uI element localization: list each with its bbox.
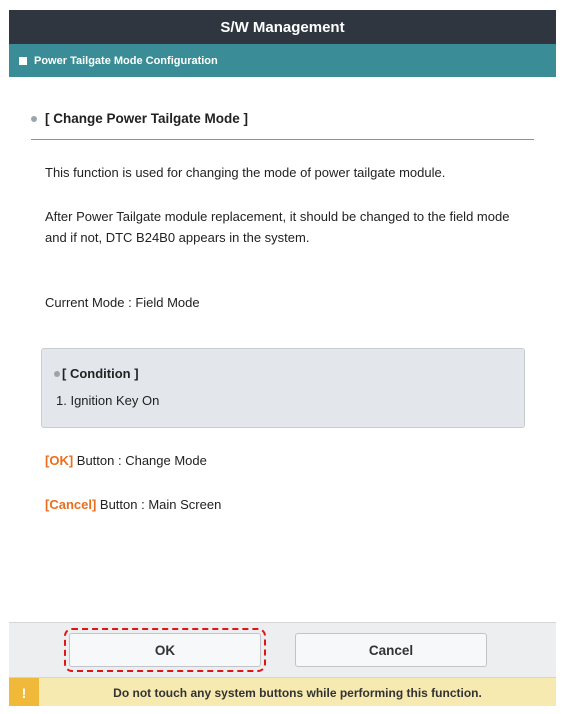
description-line-1: This function is used for changing the mode of power tailgate module. (45, 165, 446, 180)
section-heading (31, 111, 248, 126)
warning-text: Do not touch any system buttons while performing this function. (113, 685, 482, 700)
ok-button[interactable]: OK (69, 633, 261, 667)
app-window (9, 10, 556, 706)
condition-item: 1. Ignition Key On (56, 393, 160, 408)
button-bar (9, 622, 556, 678)
ok-instruction (45, 453, 207, 468)
title-bar (9, 10, 556, 44)
condition-box (41, 348, 525, 428)
square-bullet-icon (19, 57, 27, 65)
ok-instruction-text: Button : Change Mode (73, 453, 207, 468)
condition-heading (54, 366, 139, 381)
condition-title: [ Condition ] (62, 366, 139, 381)
section-title: [ Change Power Tailgate Mode ] (45, 111, 249, 126)
sub-header (9, 44, 556, 77)
cancel-instruction (45, 497, 221, 512)
section-divider (31, 139, 534, 140)
window-title: S/W Management (220, 18, 345, 36)
dot-bullet-icon (31, 116, 37, 122)
warning-bar (9, 677, 556, 706)
dot-bullet-icon (54, 371, 60, 377)
cancel-instruction-text: Button : Main Screen (96, 497, 222, 512)
sub-header-label: Power Tailgate Mode Configuration (34, 54, 218, 67)
cancel-button[interactable]: Cancel (295, 633, 487, 667)
ok-instruction-key: [OK] (45, 453, 74, 468)
current-mode-text: Current Mode : Field Mode (45, 295, 200, 310)
cancel-instruction-key: [Cancel] (45, 497, 97, 512)
warning-icon: ! (9, 678, 39, 706)
description-line-2: After Power Tailgate module replacement, it should be changed to the field mode and if not, DTC B24B0 appears in the system. (45, 209, 510, 245)
